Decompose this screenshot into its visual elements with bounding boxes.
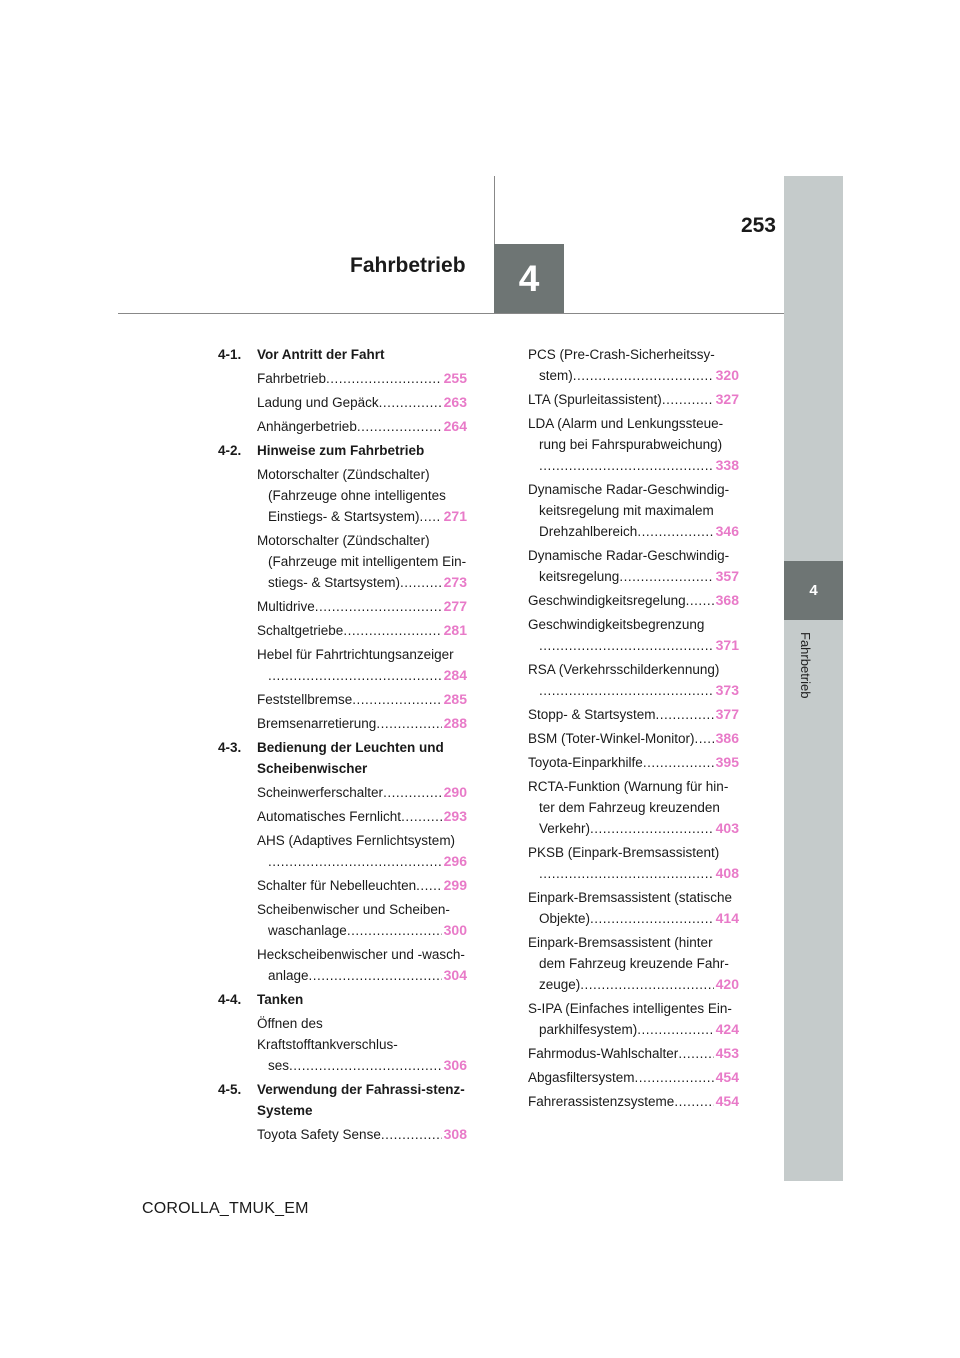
toc-entry-text: Ladung und Gepäck	[257, 395, 379, 410]
toc-dot-leader	[580, 974, 713, 995]
toc-dot-leader	[268, 851, 442, 872]
toc-page-link[interactable]: 264	[443, 418, 467, 434]
toc-entry-text: PKSB (Einpark-Bremsassistent)	[528, 845, 720, 860]
toc-entry-leader-line	[528, 908, 739, 929]
toc-dot-leader	[635, 1067, 714, 1088]
toc-page-link[interactable]: 368	[715, 592, 739, 608]
toc-entry-leader-line	[257, 1124, 467, 1145]
toc-entry-leader-line	[528, 365, 739, 386]
toc-page-link[interactable]: 377	[715, 706, 739, 722]
toc-entry[interactable]	[528, 344, 739, 386]
toc-entry-text: Heckscheibenwischer und -wasch-	[257, 947, 465, 962]
toc-section-number: 4-5.	[218, 1082, 242, 1097]
side-tab-chapter-number[interactable]: 4	[784, 561, 843, 620]
toc-entry-leader-line	[257, 965, 467, 986]
toc-entry-text: Schaltgetriebe	[257, 623, 344, 638]
toc-entry-leader-line	[257, 368, 467, 389]
toc-entry-text: keitsregelung mit maximalem	[539, 503, 714, 518]
toc-entry[interactable]	[218, 620, 467, 641]
toc-section-title: Tanken	[257, 992, 304, 1007]
toc-entry[interactable]	[218, 944, 467, 986]
toc-entry[interactable]	[218, 782, 467, 803]
toc-entry[interactable]	[528, 659, 739, 701]
toc-section-title: Verwendung der Fahrassi-stenz-Systeme	[257, 1082, 465, 1118]
toc-entry-leader-line	[528, 1019, 739, 1040]
toc-entry-leader-line	[528, 818, 739, 839]
toc-entry-text: Toyota Safety Sense	[257, 1127, 381, 1142]
toc-page-link[interactable]: 403	[715, 820, 739, 836]
toc-entry[interactable]	[218, 392, 467, 413]
toc-page-link[interactable]: 296	[443, 853, 467, 869]
toc-entry-text: AHS (Adaptives Fernlichtsystem)	[257, 833, 456, 848]
toc-entry-text: dem Fahrzeug kreuzende Fahr-	[539, 956, 729, 971]
toc-entry-text: Dynamische Radar-Geschwindig-	[528, 548, 730, 563]
toc-page-link[interactable]: 338	[715, 457, 739, 473]
toc-entry[interactable]	[218, 689, 467, 710]
toc-entry[interactable]	[218, 899, 467, 941]
toc-entry[interactable]	[218, 596, 467, 617]
toc-dot-leader	[381, 1124, 442, 1145]
toc-page-link[interactable]: 453	[715, 1045, 739, 1061]
toc-entry-text: Objekte)	[539, 911, 591, 926]
toc-entry-leader-line	[528, 728, 739, 749]
toc-entry-leader-line	[257, 665, 467, 686]
toc-dot-leader	[289, 1055, 442, 1076]
toc-entry-text: Geschwindigkeitsregelung	[528, 593, 686, 608]
toc-entry[interactable]	[218, 713, 467, 734]
footer-model-code: COROLLA_TMUK_EM	[142, 1200, 309, 1217]
toc-entry[interactable]	[528, 704, 739, 725]
toc-dot-leader	[573, 365, 714, 386]
toc-entry-leader-line	[257, 572, 467, 593]
toc-page-link[interactable]: 371	[715, 637, 739, 653]
toc-entry-leader-line	[528, 1091, 739, 1112]
chapter-title: Fahrbetrieb	[350, 254, 466, 277]
toc-entry-leader-line	[528, 566, 739, 587]
toc-dot-leader	[383, 782, 442, 803]
toc-entry-text: anlage	[268, 968, 309, 983]
toc-entry-leader-line	[257, 392, 467, 413]
toc-entry[interactable]	[528, 932, 739, 995]
toc-page-link[interactable]: 454	[715, 1069, 739, 1085]
toc-entry-leader-line	[257, 782, 467, 803]
toc-page-link[interactable]: 277	[443, 598, 467, 614]
toc-section-title: Hinweise zum Fahrbetrieb	[257, 443, 425, 458]
toc-page-link[interactable]: 346	[715, 523, 739, 539]
toc-dot-leader	[400, 572, 442, 593]
toc-dot-leader	[268, 665, 442, 686]
toc-entry-text: Einpark-Bremsassistent (statische	[528, 890, 733, 905]
toc-section-heading	[218, 1079, 467, 1121]
toc-page-link[interactable]: 308	[443, 1126, 467, 1142]
toc-dot-leader	[357, 416, 442, 437]
toc-entry-leader-line	[257, 416, 467, 437]
toc-entry[interactable]	[528, 413, 739, 476]
toc-entry[interactable]	[528, 776, 739, 839]
toc-entry-text: Multidrive	[257, 599, 315, 614]
toc-entry-leader-line	[257, 1055, 467, 1076]
toc-entry[interactable]	[528, 998, 739, 1040]
toc-entry-leader-line	[528, 704, 739, 725]
toc-page-link[interactable]: 395	[715, 754, 739, 770]
toc-page-link[interactable]: 300	[443, 922, 467, 938]
toc-entry-leader-line	[528, 680, 739, 701]
toc-entry[interactable]	[528, 752, 739, 773]
toc-dot-leader	[637, 521, 713, 542]
toc-dot-leader	[401, 806, 442, 827]
toc-entry-text: Einpark-Bremsassistent (hinter	[528, 935, 713, 950]
toc-dot-leader	[376, 713, 441, 734]
toc-section-heading	[218, 440, 467, 461]
toc-entry-text: PCS (Pre-Crash-Sicherheitssy-	[528, 347, 715, 362]
toc-entry-leader-line	[257, 620, 467, 641]
toc-dot-leader	[678, 1043, 713, 1064]
toc-entry-text: Dynamische Radar-Geschwindig-	[528, 482, 730, 497]
toc-entry-leader-line	[257, 689, 467, 710]
toc-page-link[interactable]: 320	[715, 367, 739, 383]
toc-page-link[interactable]: 285	[443, 691, 467, 707]
toc-dot-leader	[315, 596, 442, 617]
toc-entry-text: ses	[268, 1058, 290, 1073]
toc-entry-text: Automatisches Fernlicht	[257, 809, 402, 824]
toc-entry-text: keitsregelung	[539, 569, 620, 584]
toc-page-link[interactable]: 373	[715, 682, 739, 698]
toc-section-heading	[218, 344, 467, 365]
toc-entry-text: Öffnen des Kraftstofftankverschlus-	[257, 1016, 398, 1052]
toc-page-link[interactable]: 304	[443, 967, 467, 983]
toc-entry[interactable]	[528, 842, 739, 884]
toc-entry-text: rung bei Fahrspurabweichung)	[539, 437, 723, 452]
toc-page-link[interactable]: 357	[715, 568, 739, 584]
toc-entry-text: Scheinwerferschalter	[257, 785, 384, 800]
toc-entry-text: S-IPA (Einfaches intelligentes Ein-	[528, 1001, 732, 1016]
toc-entry-text: Drehzahlbereich	[539, 524, 638, 539]
toc-entry-text: parkhilfesystem)	[539, 1022, 638, 1037]
toc-right-column	[528, 344, 739, 1115]
toc-entry-text: Abgasfiltersystem	[528, 1070, 635, 1085]
toc-left-column	[218, 344, 467, 1148]
toc-dot-leader	[619, 566, 713, 587]
toc-entry[interactable]	[218, 806, 467, 827]
toc-page-link[interactable]: 386	[715, 730, 739, 746]
toc-entry-text: RCTA-Funktion (Warnung für hin-	[528, 779, 729, 794]
toc-page-link[interactable]: 420	[715, 976, 739, 992]
toc-dot-leader	[326, 368, 442, 389]
toc-entry[interactable]	[218, 416, 467, 437]
header-divider-vertical	[494, 176, 495, 244]
toc-dot-leader	[539, 635, 714, 656]
toc-dot-leader	[590, 818, 714, 839]
toc-entry-text: zeuge)	[539, 977, 581, 992]
toc-entry-leader-line	[257, 920, 467, 941]
toc-entry-text: Stopp- & Startsystem	[528, 707, 656, 722]
toc-section-heading	[218, 737, 467, 779]
toc-entry[interactable]	[218, 1013, 467, 1076]
toc-dot-leader	[379, 392, 442, 413]
toc-section-heading	[218, 989, 467, 1010]
toc-entry-text: Anhängerbetrieb	[257, 419, 357, 434]
toc-entry[interactable]	[528, 1091, 739, 1112]
toc-section-title: Bedienung der Leuchten und Scheibenwischer	[257, 740, 444, 776]
toc-entry-text: Schalter für Nebelleuchten	[257, 878, 417, 893]
toc-entry[interactable]	[528, 590, 739, 611]
side-tab-label: Fahrbetrieb	[798, 632, 813, 699]
toc-entry[interactable]	[218, 644, 467, 686]
toc-page-link[interactable]: 293	[443, 808, 467, 824]
toc-entry-text: waschanlage	[268, 923, 347, 938]
toc-entry[interactable]	[528, 887, 739, 929]
toc-dot-leader	[309, 965, 442, 986]
toc-entry-leader-line	[257, 506, 467, 527]
toc-entry[interactable]	[528, 728, 739, 749]
toc-entry-leader-line	[528, 389, 739, 410]
toc-entry-text: Fahrmodus-Wahlschalter	[528, 1046, 679, 1061]
toc-dot-leader	[643, 752, 714, 773]
side-tab	[784, 176, 843, 1181]
toc-entry-text: Fahrbetrieb	[257, 371, 327, 386]
toc-entry-text: (Fahrzeuge ohne intelligentes	[268, 488, 446, 503]
toc-entry[interactable]	[528, 389, 739, 410]
toc-page-link[interactable]: 299	[443, 877, 467, 893]
toc-dot-leader	[539, 863, 714, 884]
toc-entry-text: RSA (Verkehrsschilderkennung)	[528, 662, 720, 677]
toc-entry-text: Hebel für Fahrtrichtungsanzeiger	[257, 647, 454, 662]
toc-entry-leader-line	[257, 713, 467, 734]
toc-page-link[interactable]: 408	[715, 865, 739, 881]
toc-entry[interactable]	[218, 875, 467, 896]
toc-dot-leader	[416, 875, 442, 896]
toc-entry-leader-line	[257, 851, 467, 872]
toc-entry-text: (Fahrzeuge mit intelligentem Ein-	[268, 554, 467, 569]
toc-page-link[interactable]: 290	[443, 784, 467, 800]
toc-entry-leader-line	[528, 635, 739, 656]
toc-entry-text: LTA (Spurleitassistent)	[528, 392, 662, 407]
toc-entry[interactable]	[528, 1067, 739, 1088]
toc-entry[interactable]	[528, 614, 739, 656]
toc-dot-leader	[695, 728, 714, 749]
toc-entry-leader-line	[257, 806, 467, 827]
toc-entry-leader-line	[528, 974, 739, 995]
chapter-number-box: 4	[494, 244, 564, 313]
toc-dot-leader	[343, 620, 441, 641]
toc-entry-text: Bremsenarretierung	[257, 716, 377, 731]
toc-entry-text: Einstiegs- & Startsystem)	[268, 509, 420, 524]
toc-dot-leader	[420, 506, 442, 527]
toc-dot-leader	[686, 590, 714, 611]
toc-section-number: 4-3.	[218, 740, 242, 755]
toc-section-number: 4-4.	[218, 992, 242, 1007]
toc-dot-leader	[637, 1019, 713, 1040]
toc-entry-text: Geschwindigkeitsbegrenzung	[528, 617, 705, 632]
toc-entry-text: BSM (Toter-Winkel-Monitor)	[528, 731, 695, 746]
toc-page-link[interactable]: 414	[715, 910, 739, 926]
toc-section-number: 4-2.	[218, 443, 242, 458]
toc-section-title: Vor Antritt der Fahrt	[257, 347, 385, 362]
toc-entry-text: ter dem Fahrzeug kreuzenden	[539, 800, 720, 815]
toc-entry-text: Feststellbremse	[257, 692, 353, 707]
toc-entry-text: Toyota-Einparkhilfe	[528, 755, 643, 770]
toc-entry-leader-line	[528, 1067, 739, 1088]
toc-entry-text: Motorschalter (Zündschalter)	[257, 467, 430, 482]
toc-dot-leader	[539, 455, 714, 476]
toc-page-link[interactable]: 424	[715, 1021, 739, 1037]
toc-entry[interactable]	[218, 464, 467, 527]
toc-page-link[interactable]: 306	[443, 1057, 467, 1073]
toc-entry-text: Motorschalter (Zündschalter)	[257, 533, 430, 548]
toc-entry[interactable]	[218, 368, 467, 389]
toc-page-link[interactable]: 263	[443, 394, 467, 410]
toc-entry-leader-line	[528, 752, 739, 773]
toc-entry-leader-line	[528, 521, 739, 542]
toc-entry[interactable]	[528, 479, 739, 542]
toc-page-link[interactable]: 327	[715, 391, 739, 407]
toc-entry-text: Scheibenwischer und Scheiben-	[257, 902, 450, 917]
toc-entry-text: stiegs- & Startsystem)	[268, 575, 401, 590]
toc-dot-leader	[590, 908, 714, 929]
toc-dot-leader	[347, 920, 442, 941]
toc-dot-leader	[674, 1091, 713, 1112]
toc-page-link[interactable]: 284	[443, 667, 467, 683]
toc-page-link[interactable]: 255	[443, 370, 467, 386]
toc-dot-leader	[352, 689, 441, 710]
toc-entry-text: Fahrerassistenzsysteme	[528, 1094, 675, 1109]
toc-entry-leader-line	[528, 1043, 739, 1064]
toc-entry[interactable]	[528, 1043, 739, 1064]
toc-page-link[interactable]: 271	[443, 508, 467, 524]
toc-section-number: 4-1.	[218, 347, 242, 362]
toc-page-link[interactable]: 454	[715, 1093, 739, 1109]
toc-page-link[interactable]: 281	[443, 622, 467, 638]
toc-entry[interactable]	[218, 530, 467, 593]
toc-entry-leader-line	[257, 875, 467, 896]
toc-entry-leader-line	[257, 596, 467, 617]
toc-entry[interactable]	[218, 1124, 467, 1145]
toc-entry-text: LDA (Alarm und Lenkungssteue-	[528, 416, 724, 431]
toc-entry[interactable]	[218, 830, 467, 872]
toc-dot-leader	[656, 704, 714, 725]
toc-entry-leader-line	[528, 863, 739, 884]
toc-page-link[interactable]: 273	[443, 574, 467, 590]
toc-entry-leader-line	[528, 590, 739, 611]
toc-entry-leader-line	[528, 455, 739, 476]
toc-dot-leader	[662, 389, 714, 410]
toc-dot-leader	[539, 680, 714, 701]
toc-entry-text: stem)	[539, 368, 573, 383]
toc-entry[interactable]	[528, 545, 739, 587]
header-divider-horizontal	[118, 313, 784, 314]
toc-entry-text: Verkehr)	[539, 821, 591, 836]
toc-page-link[interactable]: 288	[443, 715, 467, 731]
page-number: 253	[740, 214, 776, 237]
